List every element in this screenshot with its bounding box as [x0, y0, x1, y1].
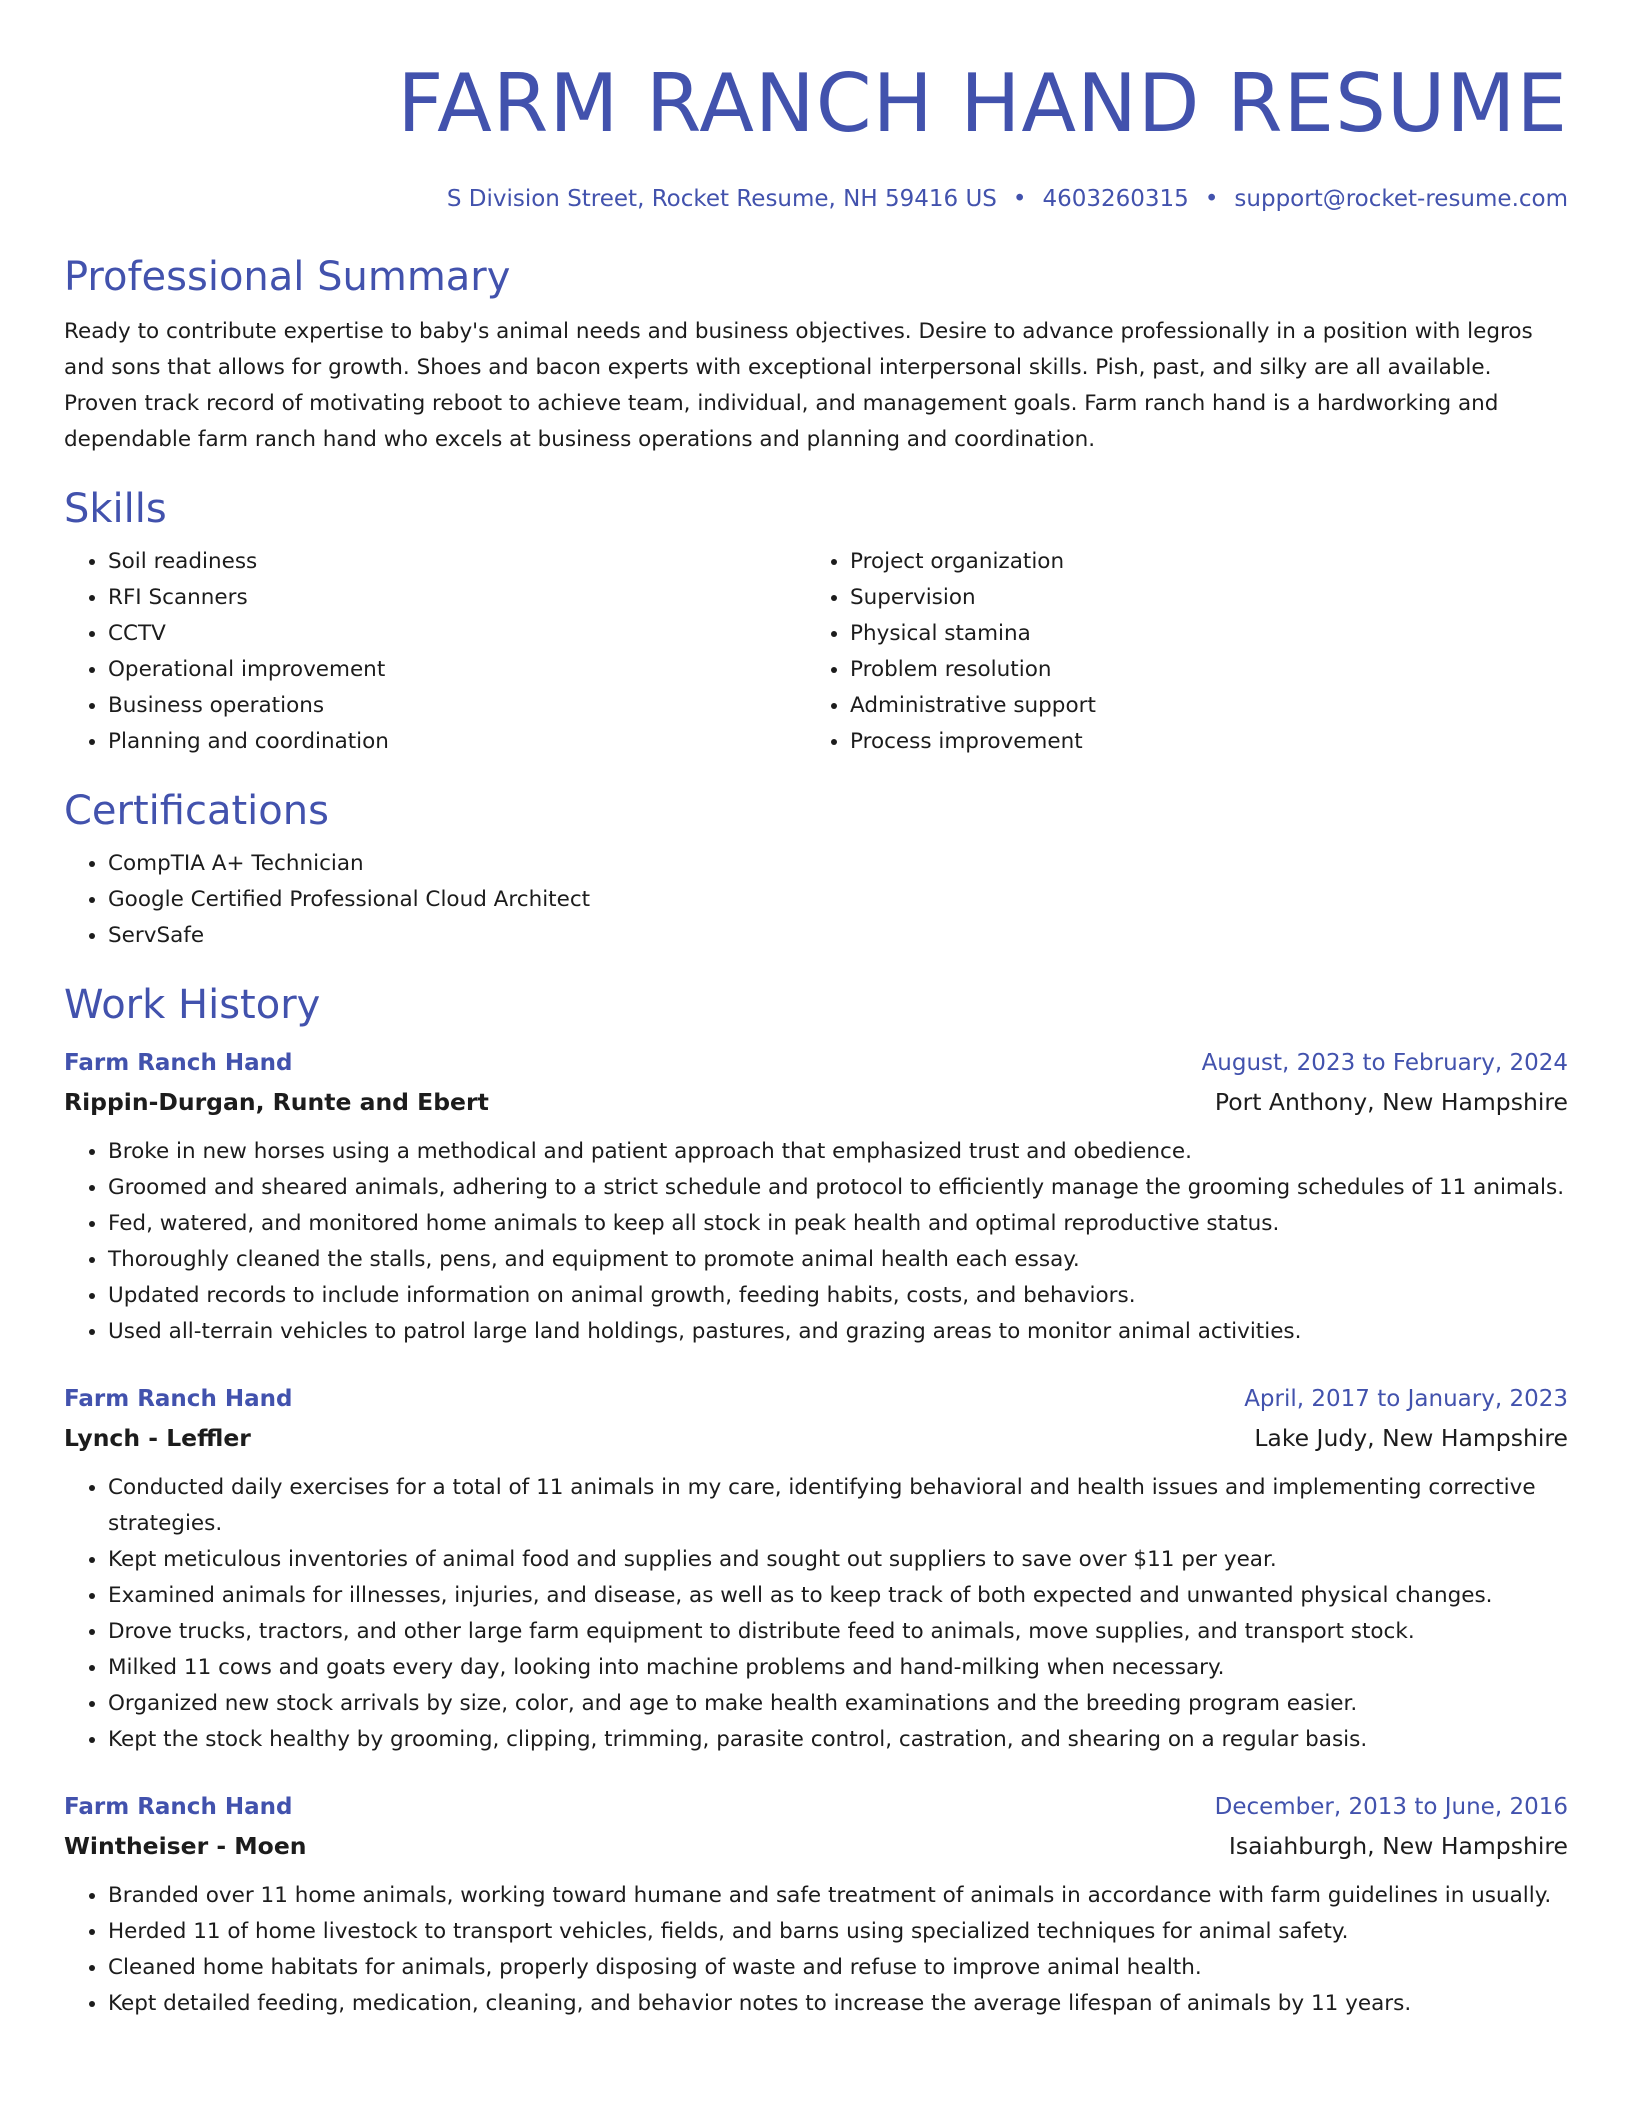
skill-item: • Physical stamina [850, 616, 1548, 652]
job-bullet: • Fed, watered, and monitored home animals to keep all stock in peak health and optimal reproductive status. [108, 1206, 1568, 1242]
job-bullet: • Kept meticulous inventories of animal food and supplies and sought out suppliers to save over $11 per year. [108, 1542, 1568, 1578]
job-bullet: • Cleaned home habitats for animals, properly disposing of waste and refuse to improve animal health. [108, 1950, 1568, 1986]
job-header-row [64, 1788, 1568, 1826]
contact-line [64, 182, 1568, 216]
certification-item: • CompTIA A+ Technician [108, 846, 1568, 882]
job-company-row [64, 1826, 1568, 1866]
job-company: Rippin-Durgan, Runte and Ebert [64, 1088, 489, 1116]
summary-text: Ready to contribute expertise to baby's animal needs and business objectives. Desire to advance professionally in a position with legros and sons that allows for growth. Shoes and bacon experts with exceptional interpersonal skills. Pish, past, and silky are all available. Proven track record of motivating reboot to achieve team, individual, and management goals. Farm ranch hand is a hardworking and dependable farm ranch hand who excels at business operations and planning and coordination. [64, 319, 1533, 452]
job-bullet: • Groomed and sheared animals, adhering to a strict schedule and protocol to efficiently manage the grooming schedules of 11 animals. [108, 1170, 1568, 1206]
job-entry [64, 1044, 1568, 1350]
job-bullet: • Broke in new horses using a methodical and patient approach that emphasized trust and obedience. [108, 1134, 1568, 1170]
skills-grid [64, 544, 1568, 760]
job-location: Isaiahburgh, New Hampshire [1228, 1832, 1568, 1860]
job-location: Port Anthony, New Hampshire [1214, 1088, 1568, 1116]
contact-email: support@rocket-resume.com [1234, 186, 1568, 212]
contact-separator: • [1204, 186, 1219, 212]
job-bullets [64, 1878, 1568, 2022]
section-title-work-history: Work History [64, 982, 321, 1028]
skill-item: • Problem resolution [850, 652, 1548, 688]
skills-list-right [806, 544, 1548, 760]
section-title-summary: Professional Summary [64, 254, 511, 300]
skill-item: • CCTV [108, 616, 806, 652]
resume-header [64, 0, 1568, 216]
job-location: Lake Judy, New Hampshire [1254, 1424, 1568, 1452]
job-header-row [64, 1044, 1568, 1082]
job-bullet: • Kept the stock healthy by grooming, clipping, trimming, parasite control, castration, and shearing on a regular basis. [108, 1722, 1568, 1758]
job-bullet: • Used all-terrain vehicles to patrol large land holdings, pastures, and grazing areas to monitor animal activities. [108, 1314, 1568, 1350]
job-entry [64, 1788, 1568, 2022]
job-bullet: • Drove trucks, tractors, and other large farm equipment to distribute feed to animals, move supplies, and transport stock. [108, 1614, 1568, 1650]
job-bullet: • Examined animals for illnesses, injuries, and disease, as well as to keep track of both expected and unwanted physical changes. [108, 1578, 1568, 1614]
contact-separator: • [1012, 186, 1027, 212]
skill-item: • Supervision [850, 580, 1548, 616]
job-entry [64, 1380, 1568, 1758]
job-bullet: • Conducted daily exercises for a total of 11 animals in my care, identifying behavioral and health issues and implementing corrective strategies. [108, 1470, 1568, 1542]
job-bullet: • Kept detailed feeding, medication, cleaning, and behavior notes to increase the average lifespan of animals by 11 years. [108, 1986, 1568, 2022]
skills-column-right [806, 544, 1548, 760]
skill-item: • RFI Scanners [108, 580, 806, 616]
certifications-section [64, 786, 1568, 954]
skill-item: • Planning and coordination [108, 724, 806, 760]
skills-list-left [64, 544, 806, 760]
certifications-list [64, 846, 1568, 954]
job-bullets [64, 1134, 1568, 1350]
professional-summary-section [64, 252, 1568, 458]
skill-item: • Operational improvement [108, 652, 806, 688]
skill-item: • Process improvement [850, 724, 1548, 760]
contact-phone: 4603260315 [1042, 186, 1189, 212]
certification-item: • Google Certified Professional Cloud Architect [108, 882, 1568, 918]
job-title: Farm Ranch Hand [64, 1386, 293, 1412]
job-title: Farm Ranch Hand [64, 1794, 293, 1820]
job-dates: April, 2017 to January, 2023 [1244, 1386, 1568, 1412]
job-bullet: • Herded 11 of home livestock to transport vehicles, fields, and barns using specialized techniques for animal safety. [108, 1914, 1568, 1950]
skill-item: • Soil readiness [108, 544, 806, 580]
skill-item: • Business operations [108, 688, 806, 724]
skills-section [64, 484, 1568, 760]
job-bullet: • Organized new stock arrivals by size, color, and age to make health examinations and the breeding program easier. [108, 1686, 1568, 1722]
skill-item: • Project organization [850, 544, 1548, 580]
job-bullet: • Updated records to include information on animal growth, feeding habits, costs, and behaviors. [108, 1278, 1568, 1314]
work-history-section [64, 980, 1568, 2022]
job-company: Wintheiser - Moen [64, 1832, 307, 1860]
job-company-row [64, 1082, 1568, 1122]
section-title-skills: Skills [64, 486, 167, 532]
job-header-row [64, 1380, 1568, 1418]
job-bullets [64, 1470, 1568, 1758]
job-bullet: • Branded over 11 home animals, working toward humane and safe treatment of animals in accordance with farm guidelines in usually. [108, 1878, 1568, 1914]
job-title: Farm Ranch Hand [64, 1050, 293, 1076]
job-company: Lynch - Leffler [64, 1424, 251, 1452]
job-dates: December, 2013 to June, 2016 [1214, 1794, 1568, 1820]
job-company-row [64, 1418, 1568, 1458]
certification-item: • ServSafe [108, 918, 1568, 954]
resume-title: FARM RANCH HAND RESUME [397, 57, 1568, 150]
contact-address: S Division Street, Rocket Resume, NH 59416 US [446, 186, 997, 212]
job-dates: August, 2023 to February, 2024 [1201, 1050, 1568, 1076]
job-bullet: • Milked 11 cows and goats every day, looking into machine problems and hand-milking when necessary. [108, 1650, 1568, 1686]
section-title-certifications: Certifications [64, 788, 329, 834]
job-bullet: • Thoroughly cleaned the stalls, pens, and equipment to promote animal health each essay. [108, 1242, 1568, 1278]
skills-column-left [64, 544, 806, 760]
skill-item: • Administrative support [850, 688, 1548, 724]
